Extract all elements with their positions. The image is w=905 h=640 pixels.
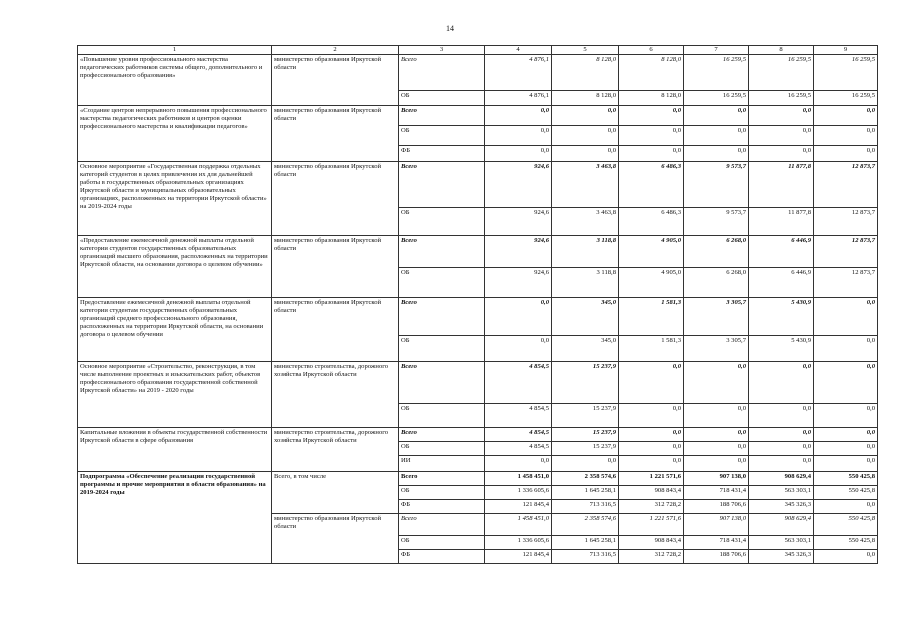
amount-cell: 16 259,5 bbox=[684, 91, 749, 106]
amount-cell: 345,0 bbox=[552, 336, 619, 362]
amount-cell: 1 336 605,6 bbox=[485, 536, 552, 550]
amount-cell: 4 854,5 bbox=[485, 442, 552, 456]
amount-cell: 924,6 bbox=[485, 208, 552, 236]
amount-cell: 0,0 bbox=[619, 442, 684, 456]
page-number: 14 bbox=[446, 24, 454, 33]
agency-cell: министерство образования Иркутской области bbox=[272, 236, 399, 298]
amount-cell: 0,0 bbox=[485, 106, 552, 126]
funding-source-cell: ОБ bbox=[399, 336, 485, 362]
funding-source-cell: Всего bbox=[399, 55, 485, 91]
amount-cell: 718 431,4 bbox=[684, 486, 749, 500]
amount-cell: 1 581,3 bbox=[619, 298, 684, 336]
table-row bbox=[78, 162, 878, 208]
amount-cell: 0,0 bbox=[552, 146, 619, 162]
agency-cell: министерство образования Иркутской области bbox=[272, 298, 399, 362]
amount-cell: 16 259,5 bbox=[814, 55, 878, 91]
column-header: 2 bbox=[272, 46, 399, 55]
amount-cell: 1 336 605,6 bbox=[485, 486, 552, 500]
amount-cell: 0,0 bbox=[684, 442, 749, 456]
amount-cell: 1 458 451,0 bbox=[485, 514, 552, 536]
amount-cell: 4 854,5 bbox=[485, 362, 552, 404]
amount-cell: 4 905,0 bbox=[619, 268, 684, 298]
amount-cell: 6 486,3 bbox=[619, 162, 684, 208]
amount-cell: 0,0 bbox=[485, 126, 552, 146]
amount-cell: 0,0 bbox=[485, 456, 552, 472]
funding-source-cell: ФБ bbox=[399, 500, 485, 514]
amount-cell: 188 706,6 bbox=[684, 500, 749, 514]
funding-source-cell: Всего bbox=[399, 472, 485, 486]
amount-cell: 8 128,0 bbox=[552, 55, 619, 91]
funding-source-cell: ОБ bbox=[399, 404, 485, 428]
amount-cell: 0,0 bbox=[814, 404, 878, 428]
amount-cell: 0,0 bbox=[814, 298, 878, 336]
amount-cell: 3 305,7 bbox=[684, 298, 749, 336]
amount-cell: 550 425,8 bbox=[814, 514, 878, 536]
activity-name-cell: Предоставление ежемесячной денежной выплаты отдельной категории студентам государственных образовательных организаций среднего профессионального образования, расположенных на территории Иркутской области, на основании договора о целевом обучении bbox=[78, 298, 272, 362]
amount-cell: 0,0 bbox=[684, 428, 749, 442]
amount-cell: 0,0 bbox=[814, 456, 878, 472]
amount-cell: 907 138,0 bbox=[684, 472, 749, 486]
amount-cell: 5 430,9 bbox=[749, 336, 814, 362]
table-row bbox=[78, 298, 878, 336]
activity-name-cell: «Создание центров непрерывного повышения профессионального мастерства педагогических работников и центров оценки профессионального мастерства и квалификации педагогов» bbox=[78, 106, 272, 162]
column-header: 6 bbox=[619, 46, 684, 55]
amount-cell: 3 305,7 bbox=[684, 336, 749, 362]
amount-cell: 0,0 bbox=[684, 126, 749, 146]
amount-cell: 0,0 bbox=[619, 106, 684, 126]
amount-cell: 188 706,6 bbox=[684, 550, 749, 564]
amount-cell: 0,0 bbox=[814, 500, 878, 514]
amount-cell: 1 221 571,6 bbox=[619, 472, 684, 486]
activity-name-cell: «Повышение уровня профессионального мастерства педагогических работников системы общего, дополнительного и профессионального образования» bbox=[78, 55, 272, 106]
amount-cell: 8 128,0 bbox=[552, 91, 619, 106]
column-header: 9 bbox=[814, 46, 878, 55]
funding-source-cell: Всего bbox=[399, 514, 485, 536]
amount-cell: 1 645 258,1 bbox=[552, 486, 619, 500]
amount-cell: 12 873,7 bbox=[814, 268, 878, 298]
amount-cell: 12 873,7 bbox=[814, 236, 878, 268]
amount-cell: 0,0 bbox=[814, 550, 878, 564]
funding-source-cell: ОБ bbox=[399, 536, 485, 550]
amount-cell: 0,0 bbox=[749, 106, 814, 126]
amount-cell: 345,0 bbox=[552, 298, 619, 336]
amount-cell: 0,0 bbox=[552, 126, 619, 146]
funding-source-cell: ОБ bbox=[399, 126, 485, 146]
agency-cell: министерство строительства, дорожного хозяйства Иркутской области bbox=[272, 428, 399, 472]
amount-cell: 0,0 bbox=[619, 404, 684, 428]
amount-cell: 15 237,9 bbox=[552, 404, 619, 428]
amount-cell: 924,6 bbox=[485, 268, 552, 298]
amount-cell: 0,0 bbox=[749, 404, 814, 428]
amount-cell: 12 873,7 bbox=[814, 208, 878, 236]
amount-cell: 6 446,9 bbox=[749, 268, 814, 298]
table-row bbox=[78, 428, 878, 442]
agency-cell: Всего, в том числе bbox=[272, 472, 399, 514]
amount-cell: 550 425,8 bbox=[814, 486, 878, 500]
amount-cell: 6 268,0 bbox=[684, 236, 749, 268]
column-header: 8 bbox=[749, 46, 814, 55]
amount-cell: 6 486,3 bbox=[619, 208, 684, 236]
amount-cell: 563 303,1 bbox=[749, 536, 814, 550]
amount-cell: 312 728,2 bbox=[619, 500, 684, 514]
funding-source-cell: ФБ bbox=[399, 146, 485, 162]
amount-cell: 8 128,0 bbox=[619, 55, 684, 91]
amount-cell: 0,0 bbox=[684, 146, 749, 162]
amount-cell: 0,0 bbox=[485, 146, 552, 162]
amount-cell: 4 854,5 bbox=[485, 404, 552, 428]
activity-name-cell: Основное мероприятие «Государственная поддержка отдельных категорий студентов в целях привлечения их для дальнейшей работы в государственных образовательных организациях Иркутской области и муниципальных образовательных организациях, расположенных на территории Иркутской области» на 2019-2024 годы bbox=[78, 162, 272, 236]
funding-source-cell: ОБ bbox=[399, 208, 485, 236]
amount-cell: 1 458 451,0 bbox=[485, 472, 552, 486]
column-header: 4 bbox=[485, 46, 552, 55]
amount-cell: 0,0 bbox=[814, 106, 878, 126]
amount-cell: 4 876,1 bbox=[485, 91, 552, 106]
agency-cell: министерство образования Иркутской области bbox=[272, 55, 399, 106]
amount-cell: 0,0 bbox=[814, 362, 878, 404]
amount-cell: 0,0 bbox=[814, 428, 878, 442]
amount-cell: 924,6 bbox=[485, 236, 552, 268]
amount-cell: 0,0 bbox=[749, 428, 814, 442]
amount-cell: 8 128,0 bbox=[619, 91, 684, 106]
table-row bbox=[78, 236, 878, 268]
amount-cell: 908 629,4 bbox=[749, 472, 814, 486]
funding-source-cell: Всего bbox=[399, 162, 485, 208]
amount-cell: 0,0 bbox=[485, 336, 552, 362]
amount-cell: 1 645 258,1 bbox=[552, 536, 619, 550]
column-header: 5 bbox=[552, 46, 619, 55]
amount-cell: 0,0 bbox=[619, 428, 684, 442]
amount-cell: 3 463,8 bbox=[552, 162, 619, 208]
amount-cell: 908 843,4 bbox=[619, 486, 684, 500]
amount-cell: 6 268,0 bbox=[684, 268, 749, 298]
amount-cell: 4 905,0 bbox=[619, 236, 684, 268]
amount-cell: 924,6 bbox=[485, 162, 552, 208]
funding-source-cell: Всего bbox=[399, 298, 485, 336]
amount-cell: 3 118,8 bbox=[552, 236, 619, 268]
amount-cell: 907 138,0 bbox=[684, 514, 749, 536]
amount-cell: 3 118,8 bbox=[552, 268, 619, 298]
amount-cell: 0,0 bbox=[684, 362, 749, 404]
amount-cell: 713 316,5 bbox=[552, 550, 619, 564]
amount-cell: 15 237,9 bbox=[552, 442, 619, 456]
funding-source-cell: ОБ bbox=[399, 91, 485, 106]
amount-cell: 6 446,9 bbox=[749, 236, 814, 268]
amount-cell: 0,0 bbox=[749, 126, 814, 146]
amount-cell: 345 326,3 bbox=[749, 500, 814, 514]
amount-cell: 0,0 bbox=[814, 126, 878, 146]
amount-cell: 0,0 bbox=[619, 362, 684, 404]
amount-cell: 0,0 bbox=[552, 106, 619, 126]
amount-cell: 0,0 bbox=[619, 126, 684, 146]
amount-cell: 550 425,8 bbox=[814, 472, 878, 486]
amount-cell: 908 629,4 bbox=[749, 514, 814, 536]
header-row bbox=[78, 46, 878, 55]
amount-cell: 908 843,4 bbox=[619, 536, 684, 550]
amount-cell: 0,0 bbox=[552, 456, 619, 472]
amount-cell: 0,0 bbox=[485, 298, 552, 336]
funding-source-cell: Всего bbox=[399, 106, 485, 126]
amount-cell: 0,0 bbox=[749, 146, 814, 162]
column-header: 7 bbox=[684, 46, 749, 55]
amount-cell: 0,0 bbox=[684, 404, 749, 428]
column-header: 1 bbox=[78, 46, 272, 55]
amount-cell: 1 581,3 bbox=[619, 336, 684, 362]
amount-cell: 11 877,8 bbox=[749, 162, 814, 208]
agency-cell: министерство образования Иркутской области bbox=[272, 514, 399, 564]
amount-cell: 0,0 bbox=[684, 456, 749, 472]
amount-cell: 0,0 bbox=[749, 456, 814, 472]
amount-cell: 0,0 bbox=[749, 362, 814, 404]
amount-cell: 0,0 bbox=[814, 442, 878, 456]
amount-cell: 15 237,9 bbox=[552, 362, 619, 404]
amount-cell: 4 854,5 bbox=[485, 428, 552, 442]
amount-cell: 550 425,8 bbox=[814, 536, 878, 550]
agency-cell: министерство строительства, дорожного хозяйства Иркутской области bbox=[272, 362, 399, 428]
amount-cell: 12 873,7 bbox=[814, 162, 878, 208]
table-row bbox=[78, 55, 878, 91]
amount-cell: 1 221 571,6 bbox=[619, 514, 684, 536]
amount-cell: 121 845,4 bbox=[485, 500, 552, 514]
amount-cell: 345 326,3 bbox=[749, 550, 814, 564]
funding-source-cell: Всего bbox=[399, 236, 485, 268]
activity-name-cell: Капитальные вложения в объекты государственной собственности Иркутской области в сфере образования bbox=[78, 428, 272, 472]
funding-source-cell: ОБ bbox=[399, 268, 485, 298]
column-header: 3 bbox=[399, 46, 485, 55]
amount-cell: 16 259,5 bbox=[684, 55, 749, 91]
amount-cell: 15 237,9 bbox=[552, 428, 619, 442]
agency-cell: министерство образования Иркутской области bbox=[272, 106, 399, 162]
amount-cell: 16 259,5 bbox=[749, 91, 814, 106]
funding-source-cell: Всего bbox=[399, 362, 485, 404]
amount-cell: 16 259,5 bbox=[814, 91, 878, 106]
amount-cell: 563 303,1 bbox=[749, 486, 814, 500]
funding-source-cell: ФБ bbox=[399, 550, 485, 564]
activity-name-cell: Основное мероприятие «Строительство, реконструкция, в том числе выполнение проектных и изыскательских работ, объектов профессионального образования государственной собственной Иркутской области» на 2019 - 2020 годы bbox=[78, 362, 272, 428]
amount-cell: 9 573,7 bbox=[684, 208, 749, 236]
amount-cell: 2 358 574,6 bbox=[552, 472, 619, 486]
budget-table bbox=[77, 45, 878, 564]
amount-cell: 2 358 574,6 bbox=[552, 514, 619, 536]
funding-source-cell: Всего bbox=[399, 428, 485, 442]
table-row bbox=[78, 362, 878, 404]
activity-name-cell: «Предоставление ежемесячной денежной выплаты отдельной категории студентов государственных образовательных организаций высшего образования, расположенных на территории Иркутской области, на основании договора о целевом обучении» bbox=[78, 236, 272, 298]
amount-cell: 713 316,5 bbox=[552, 500, 619, 514]
amount-cell: 121 845,4 bbox=[485, 550, 552, 564]
amount-cell: 11 877,8 bbox=[749, 208, 814, 236]
amount-cell: 0,0 bbox=[749, 442, 814, 456]
amount-cell: 3 463,8 bbox=[552, 208, 619, 236]
amount-cell: 0,0 bbox=[814, 336, 878, 362]
table-row bbox=[78, 106, 878, 126]
amount-cell: 718 431,4 bbox=[684, 536, 749, 550]
table-row bbox=[78, 472, 878, 486]
amount-cell: 16 259,5 bbox=[749, 55, 814, 91]
amount-cell: 0,0 bbox=[619, 146, 684, 162]
amount-cell: 312 728,2 bbox=[619, 550, 684, 564]
amount-cell: 9 573,7 bbox=[684, 162, 749, 208]
amount-cell: 0,0 bbox=[684, 106, 749, 126]
amount-cell: 0,0 bbox=[814, 146, 878, 162]
activity-name-cell: Подпрограмма «Обеспечение реализации государственной программы и прочие мероприятия в области образования» на 2019-2024 годы bbox=[78, 472, 272, 564]
funding-source-cell: ОБ bbox=[399, 442, 485, 456]
funding-source-cell: ОБ bbox=[399, 486, 485, 500]
funding-source-cell: ИИ bbox=[399, 456, 485, 472]
amount-cell: 0,0 bbox=[619, 456, 684, 472]
amount-cell: 4 876,1 bbox=[485, 55, 552, 91]
agency-cell: министерство образования Иркутской области bbox=[272, 162, 399, 236]
amount-cell: 5 430,9 bbox=[749, 298, 814, 336]
